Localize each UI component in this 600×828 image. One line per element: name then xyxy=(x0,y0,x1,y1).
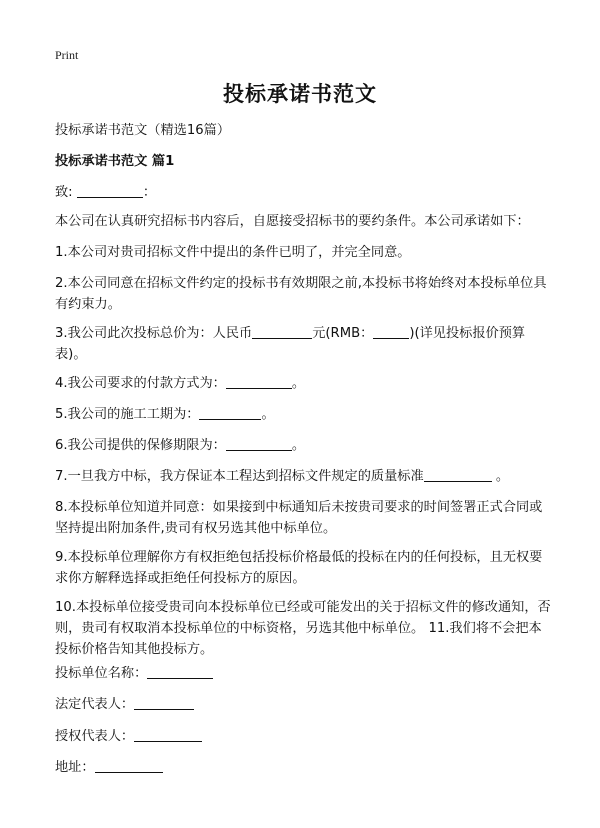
intro-paragraph: 本公司在认真研究招标书内容后，自愿接受招标书的要约条件。本公司承诺如下： xyxy=(55,214,530,229)
address-blank xyxy=(95,757,163,773)
sign-authorized-line xyxy=(55,726,551,747)
item-3-text-c: )(详见投标报价预算表)。 xyxy=(55,326,526,362)
item-7-text: 7.一旦我方中标，我方保证本工程达到招标文件规定的质量标准 xyxy=(55,469,424,484)
item-6-end: 。 xyxy=(291,438,306,453)
sign-address-label: 地址： xyxy=(55,760,95,775)
item-3-text-b: 元(RMB： xyxy=(312,326,374,341)
item-6 xyxy=(55,435,551,456)
sign-company-line xyxy=(55,663,551,684)
sign-address-line xyxy=(55,757,551,778)
item-3-text-a: 3.我公司此次投标总价为：人民币 xyxy=(55,326,253,341)
rmb-blank xyxy=(373,323,409,339)
payment-blank xyxy=(226,373,292,389)
sign-authorized-label: 授权代表人： xyxy=(55,729,135,744)
warranty-blank xyxy=(226,435,292,451)
item-6-text: 6.我公司提供的保修期限为： xyxy=(55,438,226,453)
item-5 xyxy=(55,404,551,425)
sign-legal-label: 法定代表人： xyxy=(55,697,135,712)
print-link[interactable]: Print xyxy=(55,48,79,62)
section-heading: 投标承诺书范文 篇1 xyxy=(55,154,175,169)
item-5-text: 5.我公司的施工工期为： xyxy=(55,407,200,422)
item-7 xyxy=(55,466,551,487)
sign-company-label: 投标单位名称： xyxy=(55,666,148,681)
legal-blank xyxy=(134,694,194,710)
company-blank xyxy=(147,663,213,679)
authorized-blank xyxy=(134,726,202,742)
sign-legal-line xyxy=(55,694,551,715)
item-7-end: 。 xyxy=(495,469,510,484)
to-line xyxy=(55,182,551,203)
item-8: 8.本投标单位知道并同意：如果接到中标通知后未按贵司要求的时间签署正式合同或坚持提出附加条件,贵司有权另选其他中标单位。 xyxy=(55,500,543,536)
page-title: 投标承诺书范文 xyxy=(223,82,377,106)
to-suffix: ： xyxy=(142,185,157,200)
subtitle: 投标承诺书范文（精选16篇） xyxy=(55,123,231,138)
recipient-blank xyxy=(77,182,143,198)
to-label: 致: xyxy=(55,185,73,200)
item-4-end: 。 xyxy=(291,376,306,391)
period-blank xyxy=(199,404,261,420)
item-5-end: 。 xyxy=(261,407,275,422)
item-3 xyxy=(55,323,551,365)
item-10: 10.本投标单位接受贵司向本投标单位已经或可能发出的关于招标文件的修改通知，否则，贵司有权取消本投标单位的中标资格，另选其他中标单位。 11.我们将不会把本投标价格告知其他投标方。 xyxy=(55,600,551,657)
item-1: 1.本公司对贵司招标文件中提出的条件已明了，并完全同意。 xyxy=(55,245,411,260)
item-2: 2.本公司同意在招标文件约定的投标书有效期限之前,本投标书将始终对本投标单位具有约束力。 xyxy=(55,276,547,312)
price-blank xyxy=(252,323,312,339)
item-4 xyxy=(55,373,551,394)
item-4-text: 4.我公司要求的付款方式为： xyxy=(55,376,226,391)
item-9: 9.本投标单位理解你方有权拒绝包括投标价格最低的投标在内的任何投标，且无权要求你方解释选择或拒绝任何投标方的原因。 xyxy=(55,550,543,586)
quality-blank xyxy=(424,466,492,482)
